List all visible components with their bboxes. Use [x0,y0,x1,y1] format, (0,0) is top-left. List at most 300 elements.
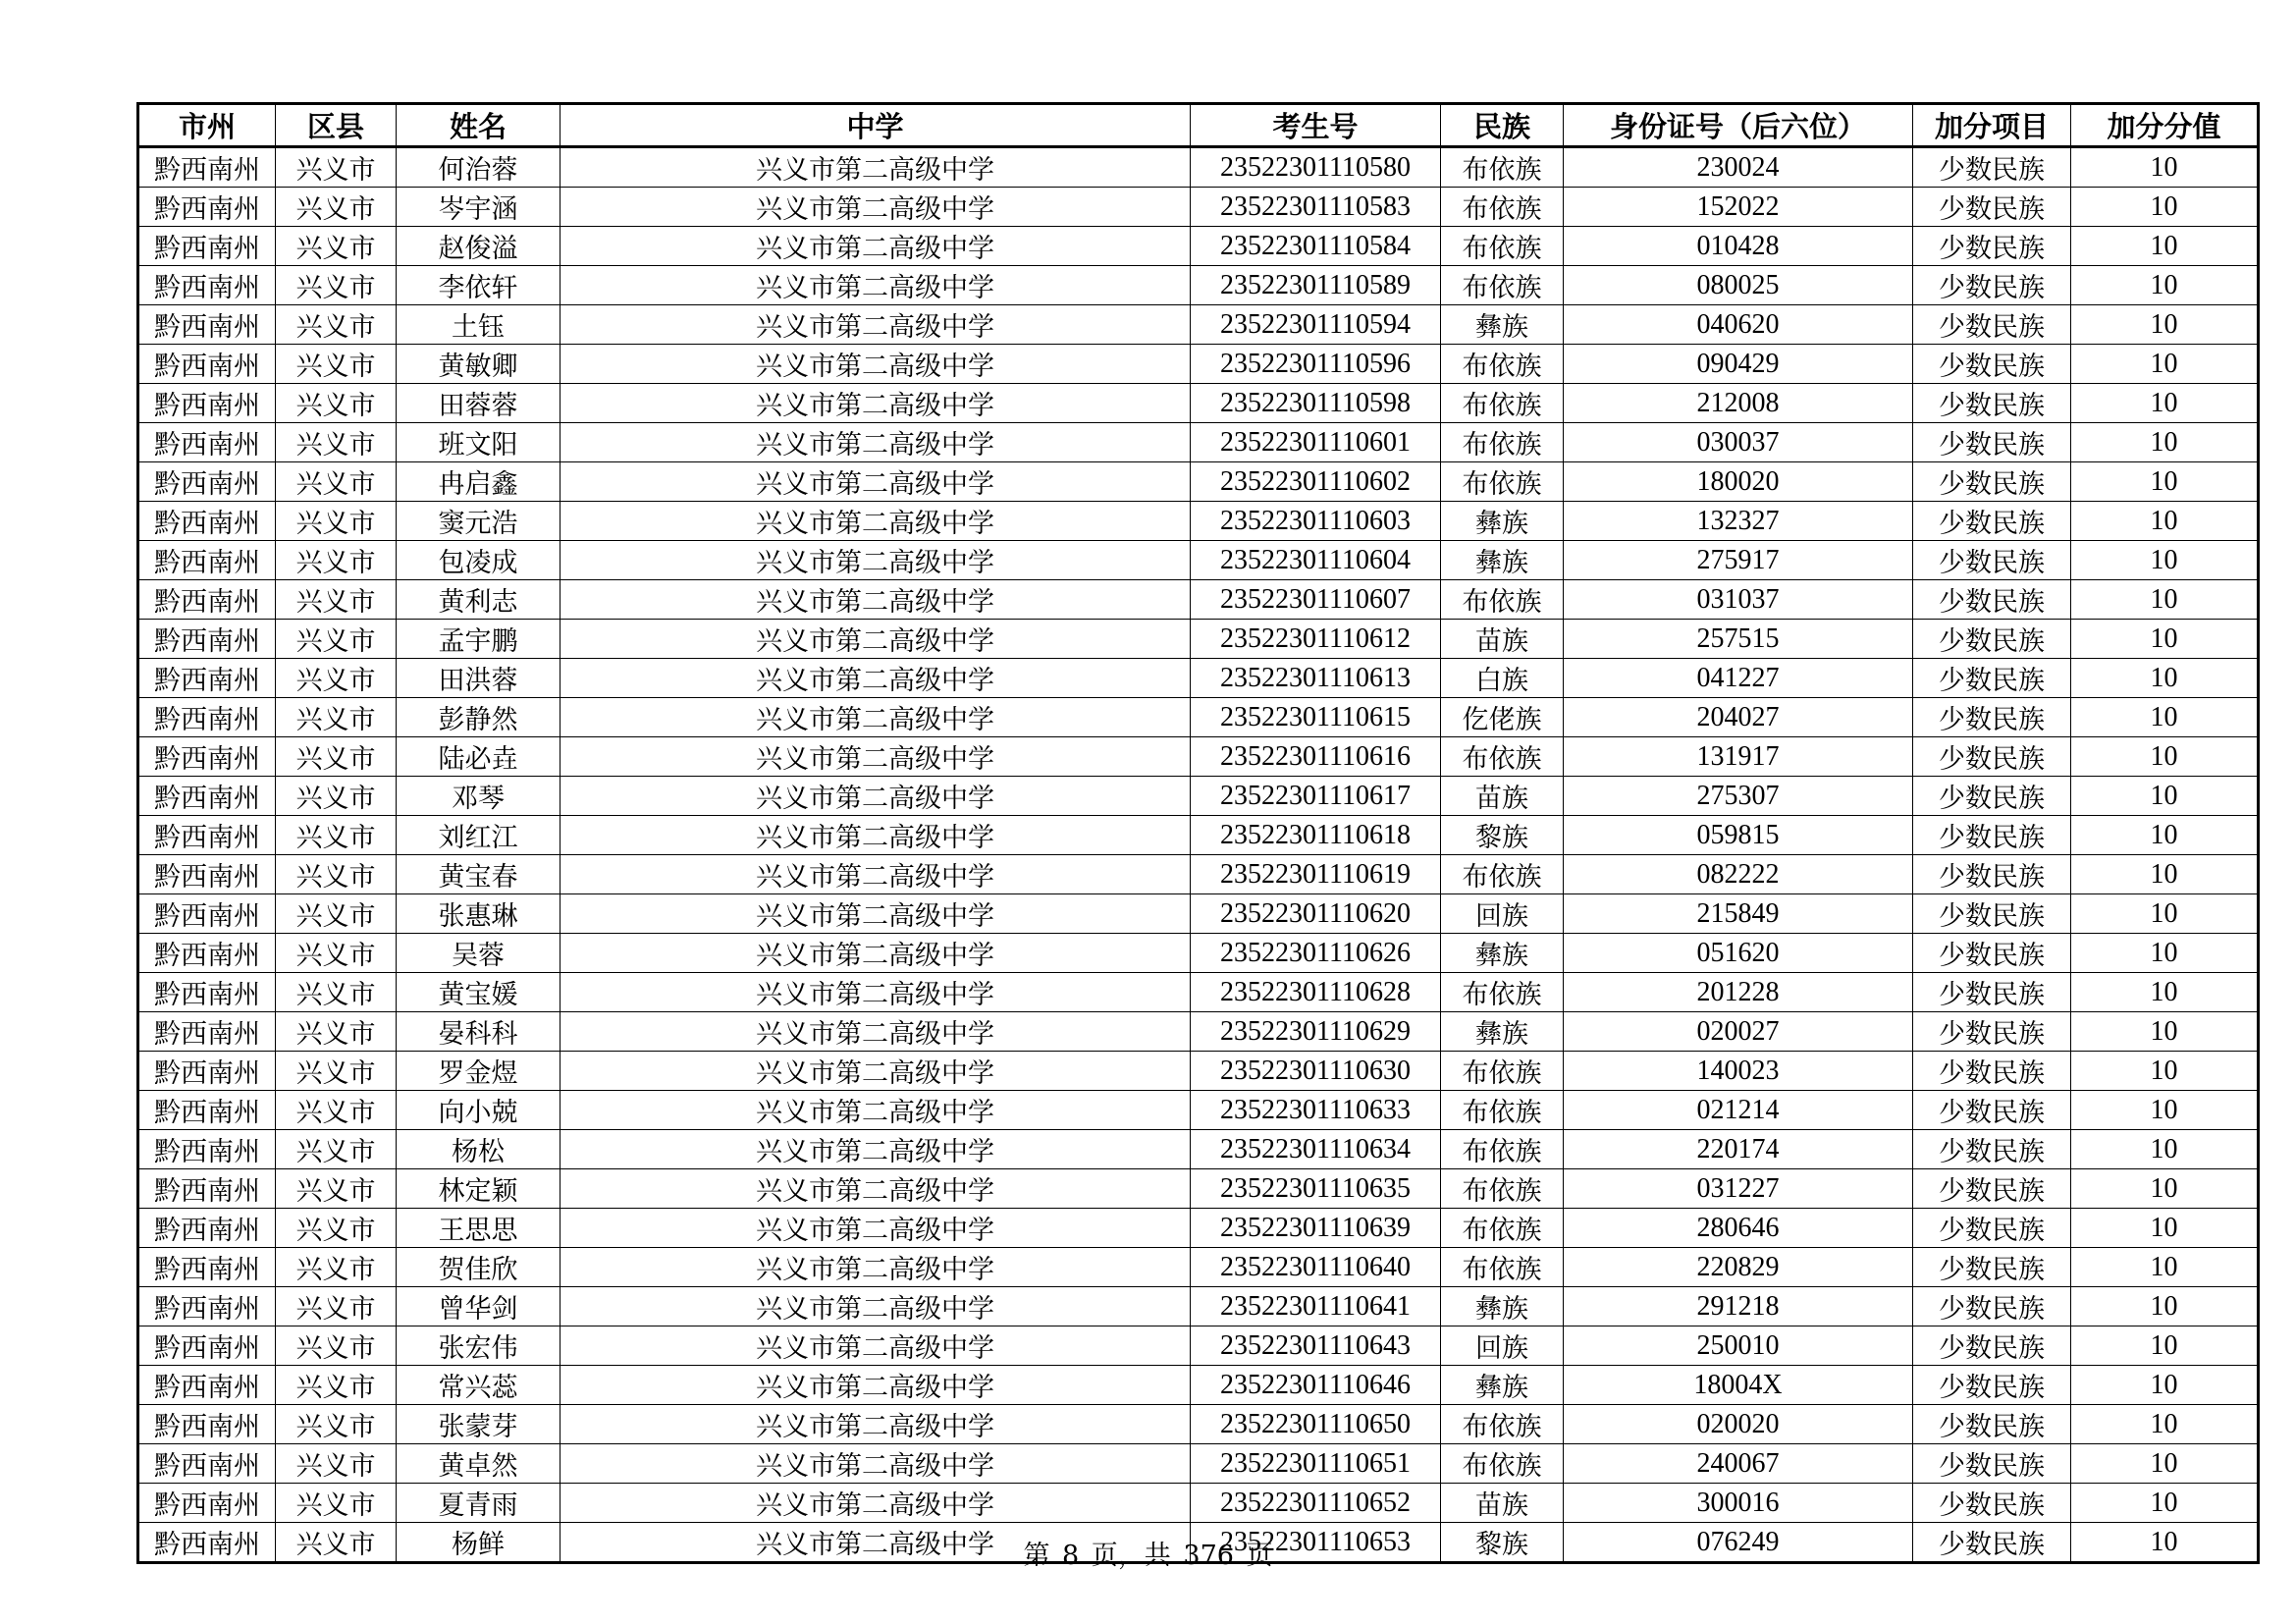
bonus-item-cell: 少数民族 [1913,384,2071,423]
name-cell: 张蒙芽 [397,1405,561,1444]
bonus-item-cell: 少数民族 [1913,1248,2071,1287]
city-cell: 黔西南州 [138,345,276,384]
school-cell: 兴义市第二高级中学 [561,1287,1191,1326]
bonus-points-cell: 10 [2071,502,2259,541]
school-cell: 兴义市第二高级中学 [561,1012,1191,1052]
name-cell: 陆必垚 [397,737,561,777]
table-row [138,1326,2259,1366]
table-row [138,1444,2259,1484]
table-row [138,1209,2259,1248]
ethnicity-cell: 布依族 [1441,1444,1564,1484]
school-cell: 兴义市第二高级中学 [561,227,1191,266]
exam-number-cell: 23522301110596 [1191,345,1441,384]
bonus-points-table [136,102,2260,1564]
county-cell: 兴义市 [276,973,397,1012]
city-cell: 黔西南州 [138,188,276,227]
exam-number-cell: 23522301110607 [1191,580,1441,620]
id-suffix-cell: 059815 [1564,816,1913,855]
county-cell: 兴义市 [276,502,397,541]
ethnicity-cell: 布依族 [1441,855,1564,894]
city-cell: 黔西南州 [138,266,276,305]
bonus-points-cell: 10 [2071,541,2259,580]
bonus-item-cell: 少数民族 [1913,1169,2071,1209]
bonus-item-cell: 少数民族 [1913,1012,2071,1052]
bonus-points-cell: 10 [2071,227,2259,266]
ethnicity-cell: 布依族 [1441,188,1564,227]
bonus-points-cell: 10 [2071,1248,2259,1287]
school-cell: 兴义市第二高级中学 [561,580,1191,620]
table-row [138,1130,2259,1169]
city-cell: 黔西南州 [138,1523,276,1563]
name-cell: 贺佳欣 [397,1248,561,1287]
exam-number-cell: 23522301110602 [1191,462,1441,502]
name-cell: 田蓉蓉 [397,384,561,423]
bonus-points-cell: 10 [2071,1366,2259,1405]
exam-number-cell: 23522301110641 [1191,1287,1441,1326]
city-cell: 黔西南州 [138,580,276,620]
id-suffix-cell: 257515 [1564,620,1913,659]
city-cell: 黔西南州 [138,462,276,502]
bonus-item-cell: 少数民族 [1913,541,2071,580]
exam-number-cell: 23522301110616 [1191,737,1441,777]
city-cell: 黔西南州 [138,934,276,973]
county-cell: 兴义市 [276,737,397,777]
bonus-points-cell: 10 [2071,737,2259,777]
school-cell: 兴义市第二高级中学 [561,147,1191,188]
table-row [138,462,2259,502]
table-row [138,580,2259,620]
name-cell: 邓琴 [397,777,561,816]
school-cell: 兴义市第二高级中学 [561,1052,1191,1091]
county-cell: 兴义市 [276,620,397,659]
name-cell: 黄利志 [397,580,561,620]
city-cell: 黔西南州 [138,1052,276,1091]
bonus-item-cell: 少数民族 [1913,1523,2071,1563]
bonus-points-cell: 10 [2071,462,2259,502]
city-cell: 黔西南州 [138,1248,276,1287]
bonus-item-cell: 少数民族 [1913,502,2071,541]
id-suffix-cell: 041227 [1564,659,1913,698]
bonus-points-cell: 10 [2071,777,2259,816]
school-cell: 兴义市第二高级中学 [561,1209,1191,1248]
county-column-header: 区县 [276,104,397,147]
id-suffix-cell: 250010 [1564,1326,1913,1366]
bonus-points-column-header: 加分分值 [2071,104,2259,147]
ethnicity-cell: 彝族 [1441,502,1564,541]
bonus-item-cell: 少数民族 [1913,1052,2071,1091]
school-cell: 兴义市第二高级中学 [561,934,1191,973]
bonus-points-cell: 10 [2071,1012,2259,1052]
id-suffix-cell: 230024 [1564,147,1913,188]
bonus-item-cell: 少数民族 [1913,1444,2071,1484]
table-row [138,188,2259,227]
ethnicity-cell: 布依族 [1441,1248,1564,1287]
ethnicity-cell: 彝族 [1441,1012,1564,1052]
school-cell: 兴义市第二高级中学 [561,620,1191,659]
ethnicity-cell: 布依族 [1441,973,1564,1012]
bonus-points-cell: 10 [2071,305,2259,345]
city-cell: 黔西南州 [138,855,276,894]
id-suffix-cell: 090429 [1564,345,1913,384]
ethnicity-cell: 苗族 [1441,777,1564,816]
table-row [138,894,2259,934]
city-cell: 黔西南州 [138,973,276,1012]
bonus-item-cell: 少数民族 [1913,894,2071,934]
bonus-item-cell: 少数民族 [1913,1484,2071,1523]
city-cell: 黔西南州 [138,1012,276,1052]
ethnicity-cell: 回族 [1441,894,1564,934]
bonus-points-cell: 10 [2071,1209,2259,1248]
exam-number-cell: 23522301110601 [1191,423,1441,462]
school-cell: 兴义市第二高级中学 [561,1523,1191,1563]
name-cell: 林定颖 [397,1169,561,1209]
id-suffix-cell: 031037 [1564,580,1913,620]
table-header-row [138,104,2259,147]
bonus-points-cell: 10 [2071,1444,2259,1484]
bonus-points-cell: 10 [2071,1091,2259,1130]
id-suffix-cell: 212008 [1564,384,1913,423]
id-suffix-column-header: 身份证号（后六位） [1564,104,1913,147]
bonus-points-cell: 10 [2071,1130,2259,1169]
bonus-item-cell: 少数民族 [1913,698,2071,737]
ethnicity-cell: 布依族 [1441,423,1564,462]
name-cell: 吴蓉 [397,934,561,973]
city-cell: 黔西南州 [138,777,276,816]
city-cell: 黔西南州 [138,1484,276,1523]
city-cell: 黔西南州 [138,541,276,580]
city-cell: 黔西南州 [138,1130,276,1169]
county-cell: 兴义市 [276,462,397,502]
table-row [138,1052,2259,1091]
exam-number-cell: 23522301110653 [1191,1523,1441,1563]
bonus-points-cell: 10 [2071,423,2259,462]
school-cell: 兴义市第二高级中学 [561,777,1191,816]
bonus-points-cell: 10 [2071,934,2259,973]
table-row [138,1091,2259,1130]
city-cell: 黔西南州 [138,305,276,345]
table-row [138,147,2259,188]
exam-number-cell: 23522301110598 [1191,384,1441,423]
bonus-item-cell: 少数民族 [1913,1209,2071,1248]
bonus-points-cell: 10 [2071,384,2259,423]
city-cell: 黔西南州 [138,737,276,777]
city-cell: 黔西南州 [138,894,276,934]
bonus-item-cell: 少数民族 [1913,1366,2071,1405]
exam-number-cell: 23522301110651 [1191,1444,1441,1484]
name-cell: 黄卓然 [397,1444,561,1484]
exam-number-cell: 23522301110617 [1191,777,1441,816]
school-cell: 兴义市第二高级中学 [561,816,1191,855]
city-cell: 黔西南州 [138,423,276,462]
name-cell: 包凌成 [397,541,561,580]
id-suffix-cell: 300016 [1564,1484,1913,1523]
school-cell: 兴义市第二高级中学 [561,1091,1191,1130]
bonus-points-cell: 10 [2071,266,2259,305]
exam-number-cell: 23522301110634 [1191,1130,1441,1169]
ethnicity-cell: 苗族 [1441,620,1564,659]
bonus-item-cell: 少数民族 [1913,580,2071,620]
name-cell: 向小兢 [397,1091,561,1130]
table-row [138,541,2259,580]
table-row [138,698,2259,737]
bonus-item-cell: 少数民族 [1913,305,2071,345]
exam-number-cell: 23522301110640 [1191,1248,1441,1287]
county-cell: 兴义市 [276,147,397,188]
id-suffix-cell: 201228 [1564,973,1913,1012]
ethnicity-cell: 布依族 [1441,1091,1564,1130]
id-suffix-cell: 280646 [1564,1209,1913,1248]
bonus-item-cell: 少数民族 [1913,147,2071,188]
county-cell: 兴义市 [276,816,397,855]
name-cell: 黄宝春 [397,855,561,894]
city-cell: 黔西南州 [138,1366,276,1405]
name-cell: 黄宝媛 [397,973,561,1012]
table-row [138,816,2259,855]
ethnicity-cell: 布依族 [1441,1209,1564,1248]
name-cell: 土钰 [397,305,561,345]
ethnicity-cell: 黎族 [1441,1523,1564,1563]
ethnicity-cell: 布依族 [1441,266,1564,305]
city-cell: 黔西南州 [138,1091,276,1130]
exam-number-cell: 23522301110646 [1191,1366,1441,1405]
table-row [138,1248,2259,1287]
bonus-item-cell: 少数民族 [1913,266,2071,305]
exam-number-cell: 23522301110618 [1191,816,1441,855]
city-cell: 黔西南州 [138,147,276,188]
bonus-points-cell: 10 [2071,855,2259,894]
county-cell: 兴义市 [276,188,397,227]
name-cell: 窦元浩 [397,502,561,541]
exam-number-cell: 23522301110652 [1191,1484,1441,1523]
table-row [138,1366,2259,1405]
county-cell: 兴义市 [276,541,397,580]
ethnicity-cell: 布依族 [1441,227,1564,266]
ethnicity-cell: 白族 [1441,659,1564,698]
bonus-points-cell: 10 [2071,1052,2259,1091]
bonus-item-cell: 少数民族 [1913,227,2071,266]
ethnicity-cell: 彝族 [1441,1287,1564,1326]
county-cell: 兴义市 [276,1209,397,1248]
exam-number-column-header: 考生号 [1191,104,1441,147]
name-cell: 曾华剑 [397,1287,561,1326]
table-row [138,227,2259,266]
table-row [138,659,2259,698]
exam-number-cell: 23522301110630 [1191,1052,1441,1091]
city-cell: 黔西南州 [138,1169,276,1209]
bonus-item-cell: 少数民族 [1913,1287,2071,1326]
table-row [138,620,2259,659]
school-cell: 兴义市第二高级中学 [561,541,1191,580]
school-cell: 兴义市第二高级中学 [561,1405,1191,1444]
bonus-item-cell: 少数民族 [1913,973,2071,1012]
id-suffix-cell: 180020 [1564,462,1913,502]
bonus-points-cell: 10 [2071,1287,2259,1326]
county-cell: 兴义市 [276,384,397,423]
id-suffix-cell: 152022 [1564,188,1913,227]
bonus-points-cell: 10 [2071,816,2259,855]
bonus-item-cell: 少数民族 [1913,777,2071,816]
name-cell: 常兴蕊 [397,1366,561,1405]
school-cell: 兴义市第二高级中学 [561,1130,1191,1169]
exam-number-cell: 23522301110594 [1191,305,1441,345]
exam-number-cell: 23522301110639 [1191,1209,1441,1248]
id-suffix-cell: 220829 [1564,1248,1913,1287]
bonus-item-cell: 少数民族 [1913,816,2071,855]
id-suffix-cell: 030037 [1564,423,1913,462]
school-cell: 兴义市第二高级中学 [561,384,1191,423]
id-suffix-cell: 18004X [1564,1366,1913,1405]
bonus-points-cell: 10 [2071,1169,2259,1209]
table-row [138,973,2259,1012]
school-cell: 兴义市第二高级中学 [561,502,1191,541]
school-cell: 兴义市第二高级中学 [561,188,1191,227]
city-cell: 黔西南州 [138,227,276,266]
county-cell: 兴义市 [276,266,397,305]
bonus-item-cell: 少数民族 [1913,188,2071,227]
county-cell: 兴义市 [276,698,397,737]
name-cell: 岑宇涵 [397,188,561,227]
county-cell: 兴义市 [276,1326,397,1366]
ethnicity-column-header: 民族 [1441,104,1564,147]
exam-number-cell: 23522301110589 [1191,266,1441,305]
name-cell: 彭静然 [397,698,561,737]
exam-number-cell: 23522301110603 [1191,502,1441,541]
bonus-item-cell: 少数民族 [1913,737,2071,777]
county-cell: 兴义市 [276,1052,397,1091]
school-cell: 兴义市第二高级中学 [561,266,1191,305]
city-cell: 黔西南州 [138,659,276,698]
id-suffix-cell: 275307 [1564,777,1913,816]
bonus-item-cell: 少数民族 [1913,1405,2071,1444]
id-suffix-cell: 215849 [1564,894,1913,934]
name-cell: 李依轩 [397,266,561,305]
name-cell: 冉启鑫 [397,462,561,502]
exam-number-cell: 23522301110619 [1191,855,1441,894]
school-cell: 兴义市第二高级中学 [561,1484,1191,1523]
id-suffix-cell: 051620 [1564,934,1913,973]
exam-number-cell: 23522301110584 [1191,227,1441,266]
ethnicity-cell: 彝族 [1441,1366,1564,1405]
bonus-item-cell: 少数民族 [1913,423,2071,462]
name-cell: 王思思 [397,1209,561,1248]
ethnicity-cell: 布依族 [1441,1169,1564,1209]
bonus-points-cell: 10 [2071,698,2259,737]
bonus-item-cell: 少数民族 [1913,934,2071,973]
school-column-header: 中学 [561,104,1191,147]
id-suffix-cell: 132327 [1564,502,1913,541]
bonus-item-cell: 少数民族 [1913,1326,2071,1366]
name-cell: 黄敏卿 [397,345,561,384]
county-cell: 兴义市 [276,1444,397,1484]
county-cell: 兴义市 [276,1130,397,1169]
table-row [138,502,2259,541]
school-cell: 兴义市第二高级中学 [561,737,1191,777]
county-cell: 兴义市 [276,1248,397,1287]
bonus-points-cell: 10 [2071,580,2259,620]
page-footer: 第 8 页，共 376 页 [1023,1541,1273,1571]
ethnicity-cell: 布依族 [1441,1052,1564,1091]
county-cell: 兴义市 [276,1287,397,1326]
ethnicity-cell: 布依族 [1441,737,1564,777]
name-cell: 杨松 [397,1130,561,1169]
name-cell: 张惠琳 [397,894,561,934]
bonus-points-cell: 10 [2071,1523,2259,1563]
name-cell: 赵俊溢 [397,227,561,266]
bonus-item-column-header: 加分项目 [1913,104,2071,147]
id-suffix-cell: 080025 [1564,266,1913,305]
table-row [138,934,2259,973]
ethnicity-cell: 布依族 [1441,147,1564,188]
county-cell: 兴义市 [276,894,397,934]
bonus-item-cell: 少数民族 [1913,855,2071,894]
name-cell: 班文阳 [397,423,561,462]
exam-number-cell: 23522301110633 [1191,1091,1441,1130]
ethnicity-cell: 彝族 [1441,305,1564,345]
exam-number-cell: 23522301110583 [1191,188,1441,227]
table-row [138,423,2259,462]
bonus-item-cell: 少数民族 [1913,1130,2071,1169]
county-cell: 兴义市 [276,1484,397,1523]
ethnicity-cell: 彝族 [1441,541,1564,580]
school-cell: 兴义市第二高级中学 [561,345,1191,384]
id-suffix-cell: 010428 [1564,227,1913,266]
id-suffix-cell: 204027 [1564,698,1913,737]
name-cell: 刘红江 [397,816,561,855]
county-cell: 兴义市 [276,580,397,620]
table-row [138,1287,2259,1326]
school-cell: 兴义市第二高级中学 [561,1169,1191,1209]
id-suffix-cell: 020020 [1564,1405,1913,1444]
school-cell: 兴义市第二高级中学 [561,659,1191,698]
id-suffix-cell: 140023 [1564,1052,1913,1091]
city-cell: 黔西南州 [138,1405,276,1444]
city-cell: 黔西南州 [138,1209,276,1248]
id-suffix-cell: 021214 [1564,1091,1913,1130]
ethnicity-cell: 布依族 [1441,345,1564,384]
exam-number-cell: 23522301110650 [1191,1405,1441,1444]
bonus-points-cell: 10 [2071,894,2259,934]
name-cell: 罗金煜 [397,1052,561,1091]
id-suffix-cell: 275917 [1564,541,1913,580]
exam-number-cell: 23522301110635 [1191,1169,1441,1209]
city-cell: 黔西南州 [138,502,276,541]
exam-number-cell: 23522301110613 [1191,659,1441,698]
school-cell: 兴义市第二高级中学 [561,973,1191,1012]
school-cell: 兴义市第二高级中学 [561,1366,1191,1405]
school-cell: 兴义市第二高级中学 [561,894,1191,934]
name-cell: 晏科科 [397,1012,561,1052]
id-suffix-cell: 240067 [1564,1444,1913,1484]
table-body [138,147,2259,1563]
id-suffix-cell: 076249 [1564,1523,1913,1563]
id-suffix-cell: 020027 [1564,1012,1913,1052]
school-cell: 兴义市第二高级中学 [561,1248,1191,1287]
table-row [138,737,2259,777]
name-cell: 夏青雨 [397,1484,561,1523]
county-cell: 兴义市 [276,227,397,266]
table-row [138,384,2259,423]
bonus-item-cell: 少数民族 [1913,620,2071,659]
county-cell: 兴义市 [276,1012,397,1052]
school-cell: 兴义市第二高级中学 [561,305,1191,345]
bonus-item-cell: 少数民族 [1913,345,2071,384]
ethnicity-cell: 布依族 [1441,462,1564,502]
bonus-points-cell: 10 [2071,1326,2259,1366]
table-row [138,1012,2259,1052]
county-cell: 兴义市 [276,659,397,698]
table-row [138,1484,2259,1523]
exam-number-cell: 23522301110629 [1191,1012,1441,1052]
